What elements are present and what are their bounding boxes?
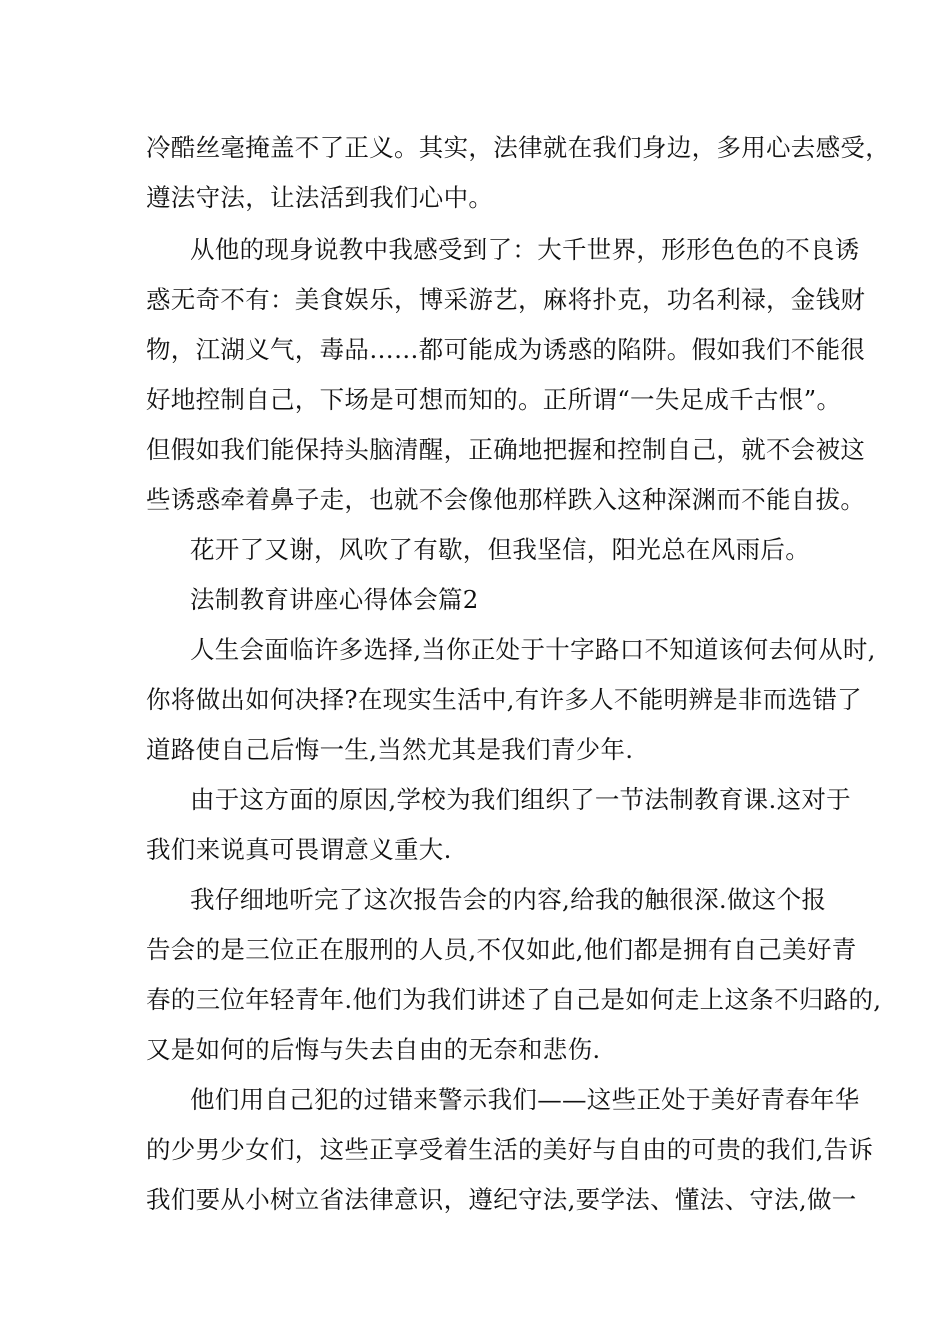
- text-line: 我们要从小树立省法律意识，遵纪守法,要学法、懂法、守法,做一: [146, 1185, 857, 1214]
- section-heading: 法制教育讲座心得体会篇2: [190, 585, 479, 614]
- text-line: 人生会面临许多选择,当你正处于十字路口不知道该何去何从时,: [190, 635, 876, 664]
- text-line: 他们用自己犯的过错来警示我们——这些正处于美好青春年华: [190, 1085, 860, 1114]
- text-line: 物，江湖义气，毒品……都可能成为诱惑的陷阱。假如我们不能很: [146, 335, 866, 364]
- text-line: 春的三位年轻青年.他们为我们讲述了自己是如何走上这条不归路的,: [146, 985, 882, 1014]
- text-line: 又是如何的后悔与失去自由的无奈和悲伤.: [146, 1035, 601, 1064]
- text-line: 我们来说真可畏谓意义重大.: [146, 835, 452, 864]
- text-line: 由于这方面的原因,学校为我们组织了一节法制教育课.这对于: [190, 785, 851, 814]
- text-line: 但假如我们能保持头脑清醒，正确地把握和控制自己，就不会被这: [146, 435, 866, 464]
- text-line: 惑无奇不有：美食娱乐，博采游艺，麻将扑克，功名利禄，金钱财: [146, 285, 866, 314]
- text-line: 告会的是三位正在服刑的人员,不仅如此,他们都是拥有自己美好青: [146, 935, 857, 964]
- text-line: 道路使自己后悔一生,当然尤其是我们青少年.: [146, 735, 634, 764]
- text-line: 的少男少女们，这些正享受着生活的美好与自由的可贵的我们,告诉: [146, 1135, 874, 1164]
- text-line: 冷酷丝毫掩盖不了正义。其实，法律就在我们身边，多用心去感受，: [146, 133, 890, 162]
- text-line: 花开了又谢，风吹了有歇，但我坚信，阳光总在风雨后。: [190, 535, 810, 564]
- text-line: 好地控制自己，下场是可想而知的。正所谓“一失足成千古恨”。: [146, 385, 842, 414]
- text-line: 从他的现身说教中我感受到了：大千世界，形形色色的不良诱: [190, 235, 860, 264]
- text-line: 我仔细地听完了这次报告会的内容,给我的触很深.做这个报: [190, 885, 827, 914]
- text-line: 些诱惑牵着鼻子走，也就不会像他那样跌入这种深渊而不能自拔。: [146, 485, 866, 514]
- text-line: 你将做出如何决择?在现实生活中,有许多人不能明辨是非而选错了: [146, 685, 862, 714]
- text-line: 遵法守法，让法活到我们心中。: [146, 183, 494, 212]
